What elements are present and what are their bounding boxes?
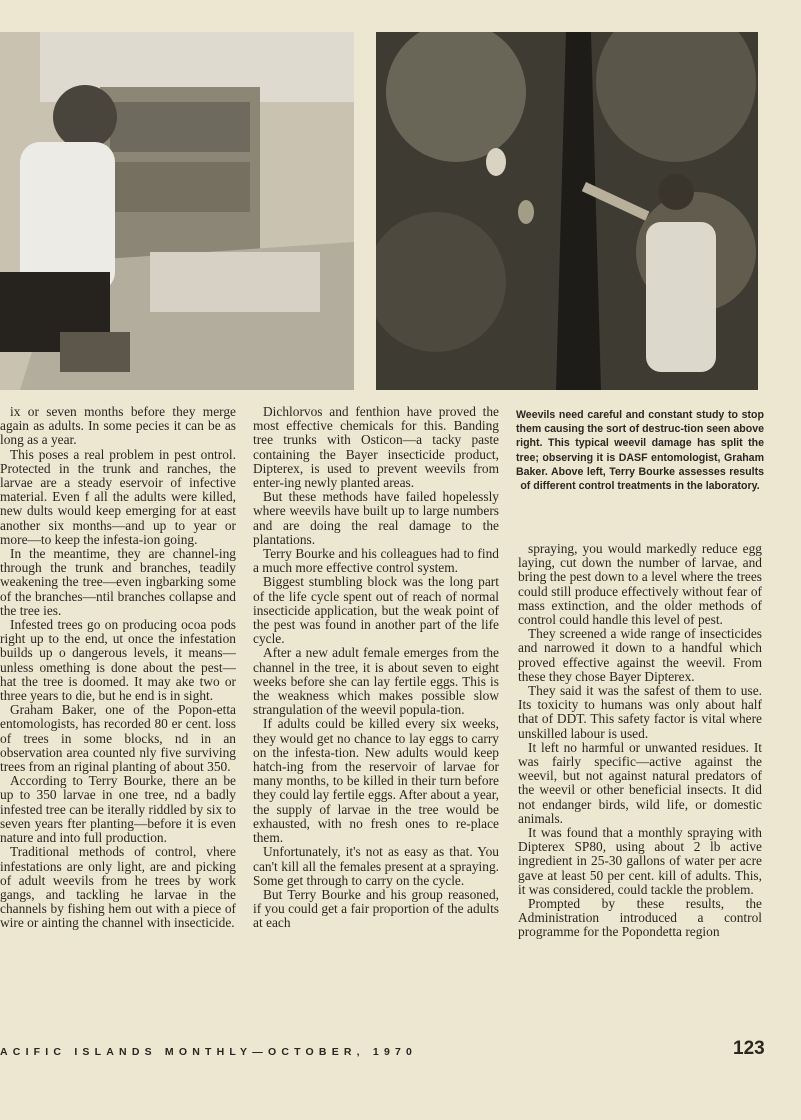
photo-laboratory-image (0, 32, 354, 390)
article-column-2 (253, 405, 499, 1037)
paragraph: Terry Bourke and his colleagues had to find a much more effective control system. (253, 546, 499, 576)
page-number: 123 (733, 1038, 765, 1059)
paragraph: After a new adult female emerges from the channel in the tree, it is about seven to eight weeks before she can lay fertile eggs. This is the weakness which makes possible slow strangulation of the weevil popula-tion. (253, 645, 499, 718)
paragraph: But these methods have failed hopelessly where weevils have built up to large numbers and are doing the real damage to the plantations. (253, 489, 499, 547)
paragraph: It was found that a monthly spraying with Dipterex SP80, using about 2 lb active ingredient in 25-30 gallons of water per acre gave at least 50 per cent. kill of adults. This, it was considered, could tackle the problem. (518, 825, 762, 897)
paragraph: According to Terry Bourke, there an be up to 350 larvae in one tree, nd a badly infested tree can be iterally riddled by six to seven years fter planting—before it is even nature and into full production. (0, 773, 236, 846)
photo-caption: Weevils need careful and constant study to stop them causing the sort of destruc-tion seen above right. This typical weevil damage has split the tree; observing it is DASF entomologist, Graham Baker. Above left, Terry Bourke assesses results of different control treatments in the laboratory. (516, 409, 764, 493)
photo-cocoa-tree-image (376, 32, 758, 390)
paragraph: Graham Baker, one of the Popon-etta entomologists, has recorded 80 er cent. loss of trees in some blocks, nd in an observation area counted nly five surviving trees from an riginal planting of about 350. (0, 702, 236, 775)
photo-laboratory (0, 32, 354, 390)
paragraph: They said it was the safest of them to use. Its toxicity to humans was only about half that of DDT. This safety factor is vital where unskilled labour is used. (518, 683, 762, 741)
paragraph: spraying, you would markedly reduce egg laying, cut down the number of larvae, and bring the pest down to a level where the trees could still produce effectively without fear of mass extinction, and the older methods of control could handle this level of pest. (518, 542, 762, 628)
paragraph: If adults could be killed every six weeks, they would get no chance to lay eggs to carry on the infesta-tion. New adults would keep hatch-ing from the reservoir of larvae for many months, to be killed in their turn before they could lay fertile eggs. After about a year, the supply of larvae in the tree would be exhausted, with no fresh ones to re-place them. (253, 716, 499, 846)
paragraph: ix or seven months before they merge again as adults. In some pecies it can be as long as a year. (0, 405, 236, 448)
paragraph: Biggest stumbling block was the long part of the life cycle spent out of reach of normal insecticide application, but the weak point of the pest was found in another part of the life cycle. (253, 574, 499, 647)
paragraph: This poses a real problem in pest ontrol. Protected in the trunk and ranches, the larvae are a steady eservoir of infective material. Even f all the adults were killed, new dults would keep emerging for at east another six months—and up to year or more—to keep the infesta-ion going. (0, 446, 236, 547)
paragraph: Infested trees go on producing ocoa pods right up to the end, ut once the infestation builds up o dangerous levels, it means—unless omething is done about the pest—hat the tree is doomed. It may ake two or three years to die, but he end is in sight. (0, 617, 236, 704)
paragraph: Prompted by these results, the Administration introduced a control programme for the Popondetta region (518, 896, 762, 940)
paragraph: In the meantime, they are channel-ing through the trunk and branches, teadily weakening the tree—even ingbarking some of the branches—ntil branches collapse and the tree ies. (0, 546, 236, 618)
paragraph: It left no harmful or unwanted residues. It was fairly specific—active against the weevil, but not against natural predators of the weevil or other beneficial insects. It did not endanger birds, wild life, or domestic animals. (518, 739, 762, 826)
paragraph: They screened a wide range of insecticides and narrowed it down to a handful which proved effective against the weevil. From these they chose Bayer Dipterex. (518, 626, 762, 684)
photo-cocoa-tree (376, 32, 758, 390)
paragraph: Unfortunately, it's not as easy as that. You can't kill all the females present at a spraying. Some get through to carry on the cycle. (253, 844, 499, 888)
paragraph: But Terry Bourke and his group reasoned, if you could get a fair proportion of the adults at each (253, 886, 499, 931)
paragraph: Traditional methods of control, vhere infestations are only light, are and picking of adult weevils from he trees by work gangs, and tackling he larvae in the channels by fishing hem out with a piece of wire or ainting the channel with insecticide. (0, 844, 236, 931)
article-column-1 (0, 405, 236, 1037)
article-column-3 (518, 542, 762, 1038)
paragraph: Dichlorvos and fenthion have proved the most effective chemicals for this. Banding tree trunks with Osticon—a tacky paste containing the Bayer insecticide product, Dipterex, is used to prevent weevils from enter-ing newly planted areas. (253, 405, 499, 491)
running-footer: ACIFIC ISLANDS MONTHLY—OCTOBER, 1970 (0, 1046, 418, 1058)
